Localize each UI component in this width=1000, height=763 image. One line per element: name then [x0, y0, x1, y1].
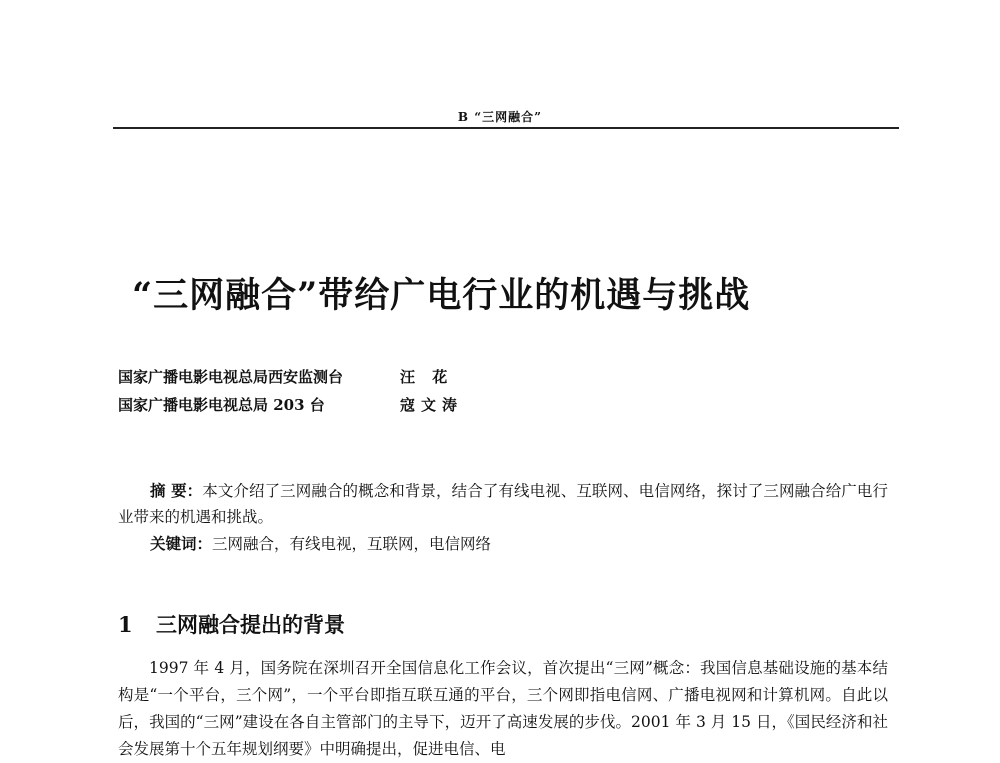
author-line-1	[118, 366, 453, 387]
abstract	[118, 478, 888, 530]
keywords-text: 三网融合，有线电视，互联网，电信网络	[212, 535, 492, 553]
author-affiliation: 国家广播电影电视总局西安监测台	[118, 368, 344, 386]
section-number: 1	[118, 612, 133, 637]
author-line-2	[118, 394, 463, 415]
author-name: 汪 花	[400, 368, 454, 386]
author-name: 寇文涛	[400, 396, 464, 414]
header-rule	[113, 127, 899, 129]
author-affiliation: 国家广播电影电视总局 203 台	[118, 396, 325, 414]
abstract-text: 本文介绍了三网融合的概念和背景，结合了有线电视、互联网、电信网络，探讨了三网融合给广电行业带来的机遇和挑战。	[118, 482, 888, 526]
keywords-label: 关键词：	[150, 534, 213, 553]
keywords	[118, 531, 888, 557]
section-title: 三网融合提出的背景	[156, 612, 345, 637]
article-title: “三网融合”带给广电行业的机遇与挑战	[132, 275, 751, 316]
abstract-label: 摘 要：	[150, 481, 203, 500]
running-header: B “三网融合”	[457, 110, 543, 124]
body-paragraph: 1997 年 4 月，国务院在深圳召开全国信息化工作会议，首次提出“三网”概念：我国信息基础设施的基本结构是“一个平台，三个网”，一个平台即指互联互通的平台，三个网即指电信网、广播电视网和计算机网。自此以后，我国的“三网”建设在各自主管部门的主导下，迈开了高速发展的步伐。2001 年 3 月 15 日，《国民经济和社会发展第十个五年规划纲要》中明确提出，促进电信、电	[118, 659, 888, 758]
section-heading	[118, 609, 345, 639]
